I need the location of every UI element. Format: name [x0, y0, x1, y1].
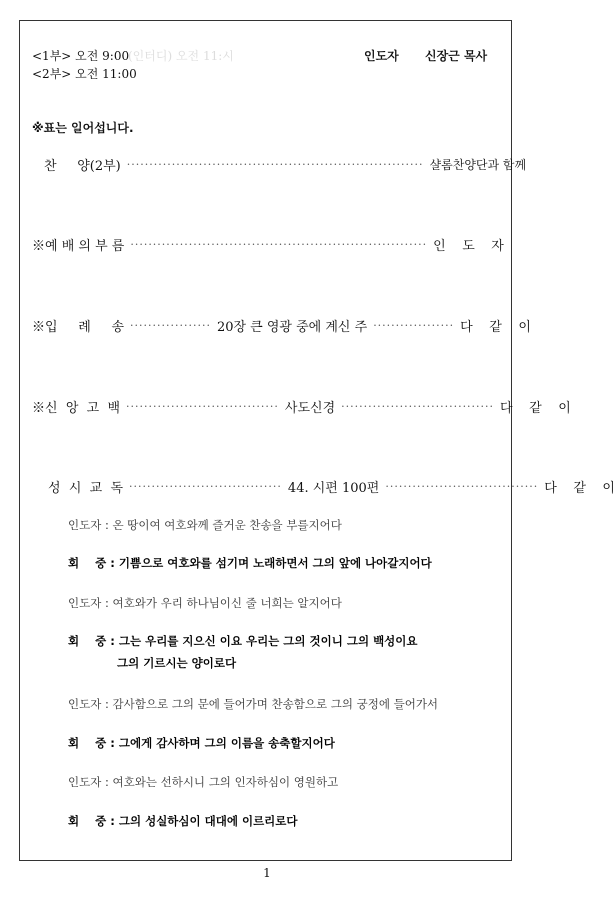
reading-speaker: 인도자 :: [68, 596, 109, 610]
reading-line: [68, 555, 501, 571]
reading-line: [68, 517, 501, 533]
reading-text: 그에게 감사하며 그의 이름을 송축할지어다: [118, 736, 335, 750]
dot-leader: ··································································: [130, 237, 428, 251]
dot-leader: ··································: [126, 399, 279, 413]
reading-text: 그는 우리를 지으신 이요 우리는 그의 것이니 그의 백성이요: [118, 634, 418, 648]
reading-text: 여호와는 선하시니 그의 인자하심이 영원하고: [112, 775, 339, 789]
order-row: [32, 235, 504, 254]
dot-leader: ··································································: [126, 157, 424, 171]
service-time-2: <2부> 오전 11:00: [32, 67, 137, 81]
page-frame: [19, 20, 615, 861]
reading-line: [68, 696, 501, 712]
order-middle: 44. 시편 100편: [287, 480, 380, 496]
leader-name: 신장근 목사: [425, 49, 488, 63]
order-label: ※입 례 송: [32, 319, 124, 335]
leader-label: 인도자: [364, 49, 399, 63]
order-who: 다 같 이: [544, 480, 615, 496]
reading-line: [68, 633, 501, 649]
order-row: [32, 316, 531, 335]
dot-leader: ··················: [130, 318, 211, 332]
reading-line: [68, 735, 501, 751]
reading-speaker: 인도자 :: [68, 518, 109, 532]
reading-text: 여호와가 우리 하나님이신 줄 너희는 알지어다: [112, 596, 342, 610]
standing-note: ※표는 일어섭니다.: [32, 121, 134, 135]
order-row: [32, 155, 527, 174]
page-number: 1: [263, 866, 271, 880]
reading-line-continued: 그의 기르시는 양이로다: [117, 656, 237, 670]
order-row: [32, 397, 571, 416]
reading-speaker: 인도자 :: [68, 775, 109, 789]
reading-line: [68, 774, 501, 790]
reading-text: 감사함으로 그의 문에 들어가며 찬송함으로 그의 궁정에 들어가서: [112, 697, 439, 711]
reading-speaker: 회 중 :: [68, 634, 115, 648]
reading-text: 온 땅이여 여호와께 즐거운 찬송을 부를지어다: [112, 518, 342, 532]
reading-speaker: 회 중 :: [68, 814, 115, 828]
service-time-1: <1부> 오전 9:00: [32, 49, 130, 63]
reading-line: [68, 813, 501, 829]
order-who: 샬롬찬양단과 함께: [429, 157, 527, 172]
order-row: [32, 477, 615, 496]
order-who: 다 같 이: [500, 400, 571, 416]
reading-speaker: 회 중 :: [68, 736, 115, 750]
order-label: 성 시 교 독: [48, 480, 124, 496]
reading-speaker: 회 중 :: [68, 556, 115, 570]
reading-line: [68, 595, 501, 611]
dot-leader: ··································: [341, 399, 495, 413]
order-label: 찬 양(2부): [44, 158, 121, 174]
order-middle: 사도신경: [284, 400, 336, 416]
reading-speaker: 인도자 :: [68, 697, 109, 711]
order-label: ※신 앙 고 백: [32, 400, 121, 416]
reading-text: 기쁨으로 여호와를 섬기며 노래하면서 그의 앞에 나아갈지어다: [118, 556, 432, 570]
reading-text: 그의 성실하심이 대대에 이르리로다: [118, 814, 298, 828]
order-label: ※예 배 의 부 름: [32, 238, 125, 254]
order-who: 다 같 이: [460, 319, 531, 335]
order-who: 인 도 자: [433, 238, 504, 254]
order-middle: 20장 큰 영광 중에 계신 주: [216, 319, 368, 335]
dot-leader: ··················: [373, 318, 455, 332]
dot-leader: ··································: [129, 479, 282, 493]
faded-text: (인터디) 오전 11:시: [128, 49, 234, 63]
dot-leader: ··································: [385, 479, 539, 493]
